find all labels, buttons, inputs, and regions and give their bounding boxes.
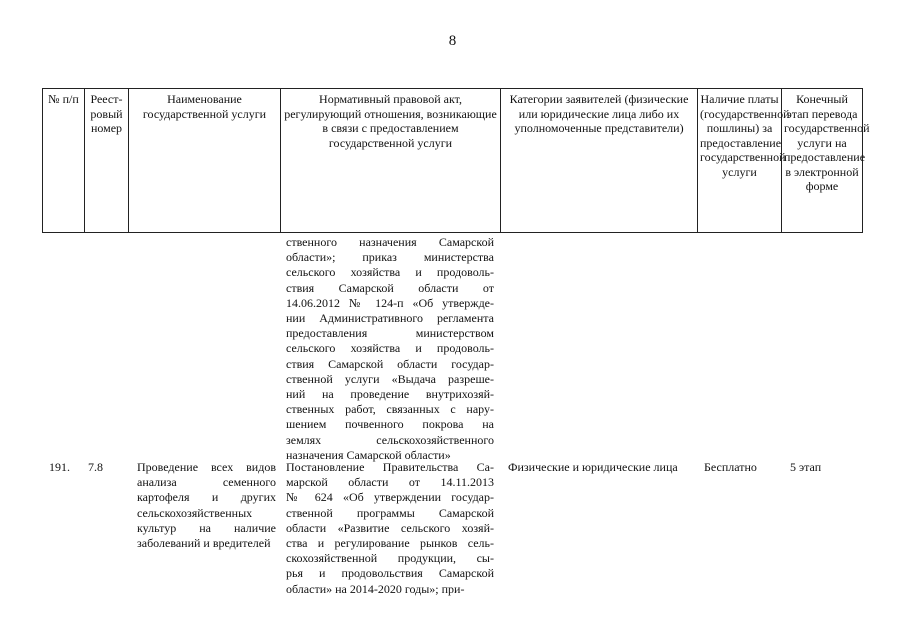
- header-cell-num: № п/п: [43, 89, 85, 233]
- row-applicants: Физические и юридические лица: [508, 460, 678, 474]
- act-continuation-text: [286, 235, 494, 463]
- row-stage: 5 этап: [790, 460, 822, 474]
- text-line: сельского хозяйства и продоволь-: [286, 265, 494, 280]
- text-line: № 624 «Об утверждении государ-: [286, 490, 494, 505]
- header-cell-applicants: Категории заявителей (физические или юридические лица либо их уполномоченные представители): [501, 89, 698, 233]
- row-normative-act: [286, 460, 494, 597]
- text-line: ствия Самарской области государ-: [286, 356, 494, 371]
- text-line: области»; приказ министерства: [286, 250, 494, 265]
- header-cell-stage: Конечный этап перевода государственной услуги на предоставление в электронной форме: [782, 89, 863, 233]
- text-line: землях сельскохозяйственного: [286, 432, 494, 447]
- header-cell-reg: Реест-ровый номер: [85, 89, 129, 233]
- text-line: 14.06.2012 № 124-п «Об утвержде-: [286, 295, 494, 310]
- text-line: скохозяйственной продукции, сы-: [286, 551, 494, 566]
- header-cell-act: Нормативный правовой акт, регулирующий отношения, возникающие в связи с предоставлением государственной услуги: [281, 89, 501, 233]
- text-line: шением почвенного покрова на: [286, 417, 494, 432]
- header-row: [43, 89, 863, 233]
- row-number: 191.: [49, 460, 70, 474]
- table-header: [42, 88, 870, 233]
- text-line: ний на проведение внутрихозяй-: [286, 387, 494, 402]
- text-line: нии Административного регламента: [286, 311, 494, 326]
- page-number: 8: [448, 33, 457, 49]
- text-line: области» на 2014-2020 годы»; при-: [286, 581, 465, 596]
- text-line: Постановление Правительства Са-: [286, 460, 494, 474]
- row-registry-number: 7.8: [88, 460, 103, 474]
- header-cell-name: Наименование государственной услуги: [129, 89, 281, 233]
- text-line: рья и продовольствия Самарской: [286, 566, 494, 581]
- text-line: ственного назначения Самарской: [286, 235, 494, 249]
- row-fee: Бесплатно: [704, 460, 757, 474]
- text-line: марской области от 14.11.2013: [286, 475, 494, 490]
- text-line: ственной программы Самарской: [286, 505, 494, 520]
- header-cell-fee: Наличие платы (государственной пошлины) за предоставление государственной услуги: [698, 89, 782, 233]
- text-line: ства и регулирование рынков сель-: [286, 536, 494, 551]
- text-line: ственных работ, связанных с нару-: [286, 402, 494, 417]
- text-line: ствия Самарской области от: [286, 280, 494, 295]
- text-line: области «Развитие сельского хозяй-: [286, 520, 494, 535]
- text-line: назначения Самарской области»: [286, 447, 451, 462]
- text-line: ственной услуги «Выдача разреше-: [286, 371, 494, 386]
- row-service-name: Проведение всех видов анализа семенного картофеля и других сельскохозяйственных культур на наличие заболеваний и вредителей: [137, 460, 276, 551]
- text-line: предоставления министерством: [286, 326, 494, 341]
- text-line: сельского хозяйства и продоволь-: [286, 341, 494, 356]
